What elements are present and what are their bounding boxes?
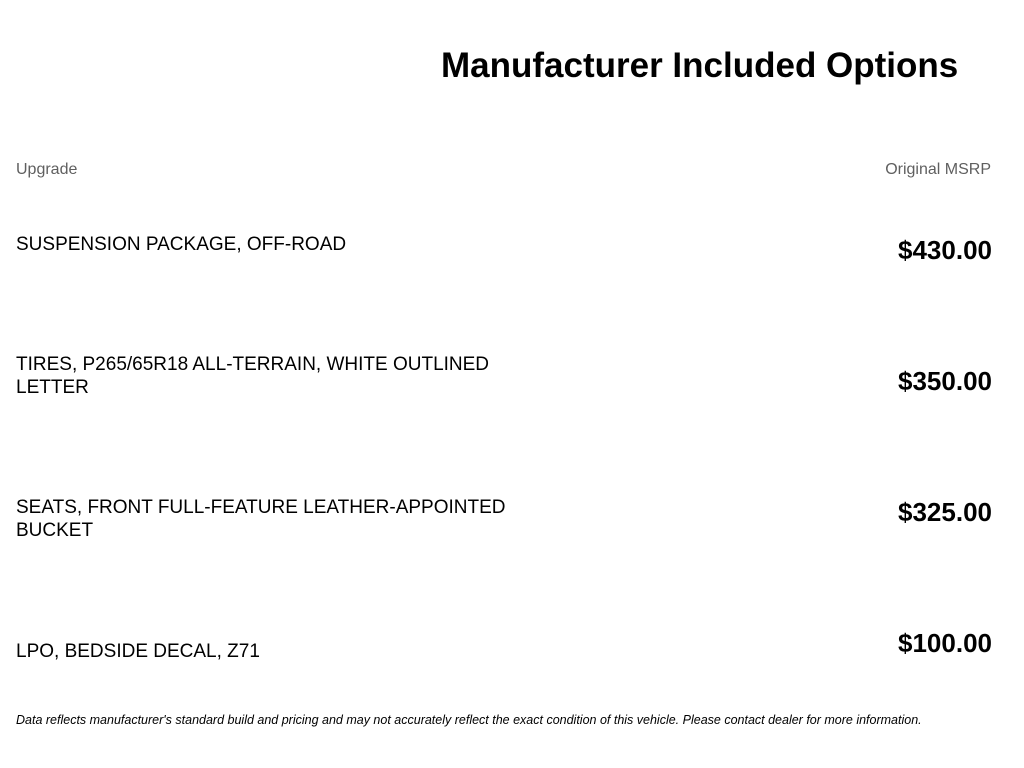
msrp-column-header: Original MSRP xyxy=(885,161,991,178)
upgrade-name: SEATS, FRONT FULL-FEATURE LEATHER-APPOINTED BUCKET xyxy=(16,497,506,541)
upgrade-price: $350.00 xyxy=(898,366,992,396)
page-title: Manufacturer Included Options xyxy=(441,46,959,85)
upgrade-price: $430.00 xyxy=(898,235,992,265)
upgrade-price: $325.00 xyxy=(898,497,992,527)
upgrade-column-header: Upgrade xyxy=(16,161,78,178)
upgrade-name: TIRES, P265/65R18 ALL-TERRAIN, WHITE OUTLINED LETTER xyxy=(16,354,490,398)
upgrade-name: LPO, BEDSIDE DECAL, Z71 xyxy=(16,641,260,662)
upgrade-name: SUSPENSION PACKAGE, OFF-ROAD xyxy=(16,234,347,255)
upgrade-price: $100.00 xyxy=(898,628,992,658)
disclaimer-text: Data reflects manufacturer's standard build and pricing and may not accurately reflect the exact condition of this vehicle. Please contact dealer for more information. xyxy=(16,713,922,727)
